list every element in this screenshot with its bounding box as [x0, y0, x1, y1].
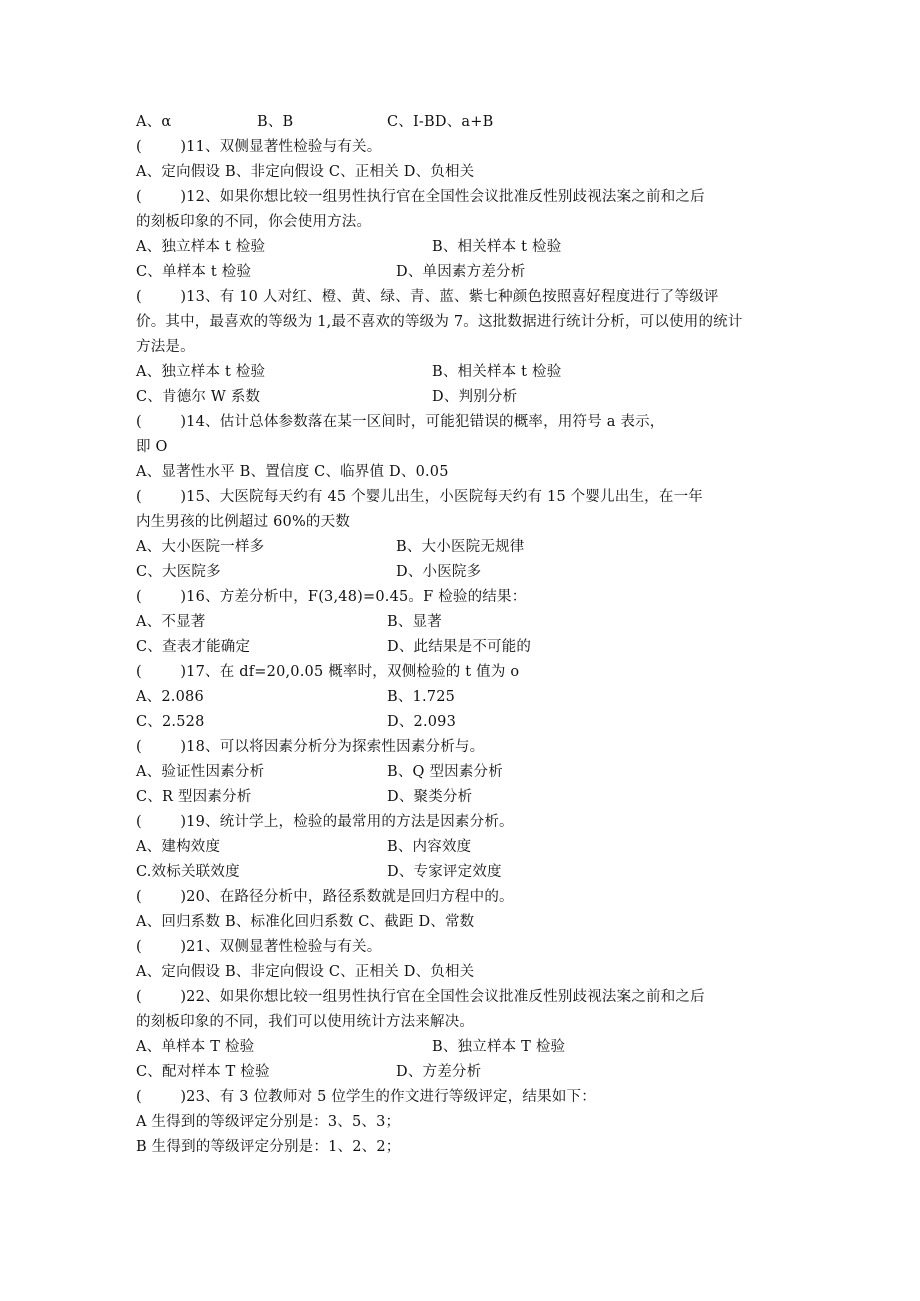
option-cell: A、独立样本 t 检验: [136, 364, 266, 380]
option-cell: A、单样本 T 检验: [136, 1039, 255, 1055]
line-text: 方法是。: [136, 339, 195, 355]
option-cell: C、肯德尔 W 系数: [136, 389, 261, 405]
option-cell: D、此结果是不可能的: [387, 639, 532, 655]
line-text: 价。其中，最喜欢的等级为 1,最不喜欢的等级为 7。这批数据进行统计分析，可以使用的统计: [136, 314, 743, 330]
line-text: A、定向假设 B、非定向假设 C、正相关 D、负相关: [136, 964, 475, 980]
line-text: ( )19、统计学上，检验的最常用的方法是因素分析。: [136, 814, 514, 830]
option-cell: B、独立样本 T 检验: [432, 1039, 566, 1055]
option-cell: C.效标关联效度: [136, 864, 240, 880]
option-cell: A、建构效度: [136, 839, 221, 855]
option-cell: D、判别分析: [432, 389, 518, 405]
line-text: ( )20、在路径分析中，路径系数就是回归方程中的。: [136, 889, 514, 905]
line-text: ( )15、大医院每天约有 45 个婴儿出生，小医院每天约有 15 个婴儿出生，在一年: [136, 489, 703, 505]
line-text: 的刻板印象的不同，我们可以使用统计方法来解决。: [136, 1014, 475, 1030]
line-text: ( )13、有 10 人对红、橙、黄、绿、青、蓝、紫七种颜色按照喜好程度进行了等级评: [136, 289, 719, 305]
line-text: ( )18、可以将因素分析分为探索性因素分析与。: [136, 739, 485, 755]
option-cell: A、α: [136, 114, 172, 130]
option-cell: D、方差分析: [396, 1064, 482, 1080]
line-text: A、定向假设 B、非定向假设 C、正相关 D、负相关: [136, 164, 475, 180]
option-cell: A、2.086: [136, 689, 204, 705]
line-text: 即 O: [136, 439, 168, 455]
line-text: 内生男孩的比例超过 60%的天数: [136, 514, 351, 530]
line-text: ( )14、估计总体参数落在某一区间时，可能犯错误的概率，用符号 a 表示，: [136, 414, 665, 430]
line-text: ( )11、双侧显著性检验与有关。: [136, 139, 382, 155]
line-text: A 生得到的等级评定分别是：3、5、3；: [136, 1114, 401, 1130]
option-cell: B、相关样本 t 检验: [432, 364, 562, 380]
line-text: ( )23、有 3 位教师对 5 位学生的作文进行等级评定，结果如下：: [136, 1089, 596, 1105]
option-cell: D、专家评定效度: [387, 864, 502, 880]
option-cell: C、2.528: [136, 714, 205, 730]
option-cell: A、验证性因素分析: [136, 764, 265, 780]
line-text: ( )16、方差分析中，F(3,48)=0.45。F 检验的结果：: [136, 589, 527, 605]
option-cell: C、查表才能确定: [136, 639, 251, 655]
option-cell: B、大小医院无规律: [396, 539, 525, 555]
option-cell: A、不显著: [136, 614, 206, 630]
option-cell: B、Q 型因素分析: [387, 764, 503, 780]
option-cell: C、单样本 t 检验: [136, 264, 252, 280]
line-text: ( )22、如果你想比较一组男性执行官在全国性会议批准反性别歧视法案之前和之后: [136, 989, 705, 1005]
option-cell: A、独立样本 t 检验: [136, 239, 266, 255]
option-cell: D、2.093: [387, 714, 457, 730]
option-cell: D、聚类分析: [387, 789, 473, 805]
line-text: ( )21、双侧显著性检验与有关。: [136, 939, 382, 955]
option-cell: B、相关样本 t 检验: [432, 239, 562, 255]
option-cell: A、大小医院一样多: [136, 539, 265, 555]
line-text: ( )17、在 df=20,0.05 概率时，双侧检验的 t 值为 o: [136, 664, 520, 680]
option-cell: B、内容效度: [387, 839, 472, 855]
option-cell: C、I-BD、a+B: [387, 114, 494, 130]
option-cell: D、单因素方差分析: [396, 264, 526, 280]
line-text: A、显著性水平 B、置信度 C、临界值 D、0.05: [136, 464, 449, 480]
line-text: 的刻板印象的不同，你会使用方法。: [136, 214, 372, 230]
line-text: B 生得到的等级评定分别是：1、2、2；: [136, 1139, 401, 1155]
option-cell: C、大医院多: [136, 564, 221, 580]
option-cell: C、R 型因素分析: [136, 789, 252, 805]
option-cell: B、显著: [387, 614, 442, 630]
line-text: ( )12、如果你想比较一组男性执行官在全国性会议批准反性别歧视法案之前和之后: [136, 189, 705, 205]
line-text: A、回归系数 B、标准化回归系数 C、截距 D、常数: [136, 914, 475, 930]
option-cell: B、B: [257, 114, 294, 130]
option-cell: C、配对样本 T 检验: [136, 1064, 270, 1080]
option-cell: D、小医院多: [396, 564, 482, 580]
option-cell: B、1.725: [387, 689, 456, 705]
